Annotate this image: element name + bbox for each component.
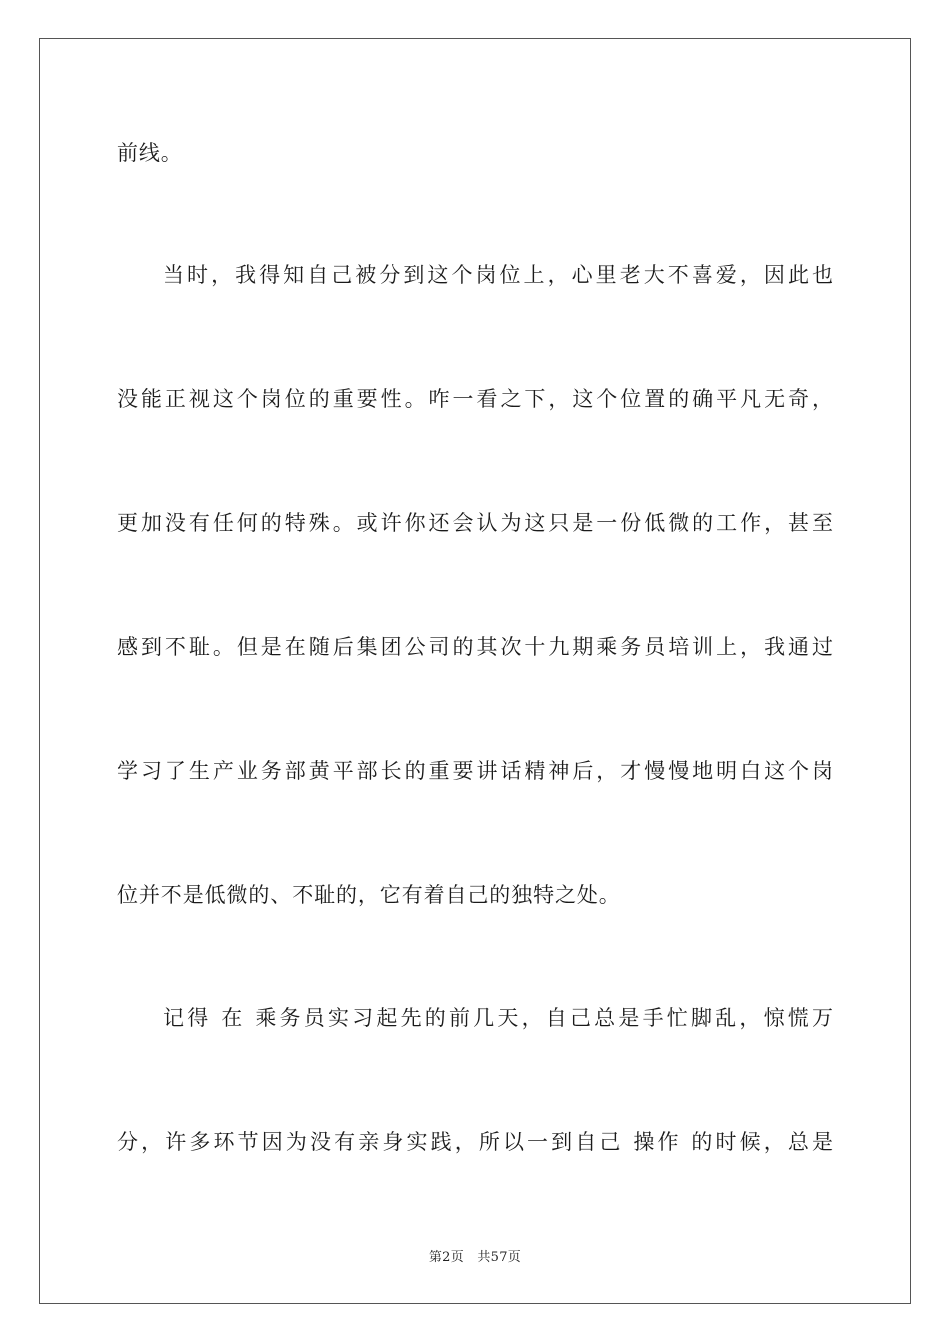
page-footer	[0, 1246, 950, 1265]
page-border	[39, 38, 911, 1304]
text-line: 没能正视这个岗位的重要性。咋一看之下，这个位置的确平凡无奇，	[117, 387, 833, 411]
text-line: 感到不耻。但是在随后集团公司的其次十九期乘务员培训上，我通过	[117, 635, 833, 659]
page-total: 共57页	[477, 1250, 522, 1265]
text-line: 更加没有任何的特殊。或许你还会认为这只是一份低微的工作，甚至	[117, 511, 833, 535]
text-line: 当时，我得知自己被分到这个岗位上，心里老大不喜爱，因此也	[163, 263, 833, 287]
text-line: 前线。	[117, 141, 183, 165]
text-line: 分，许多环节因为没有亲身实践，所以一到自己 操作 的时候，总是	[117, 1130, 833, 1154]
text-line: 位并不是低微的、不耻的，它有着自己的独特之处。	[117, 883, 621, 907]
page-number: 第2页	[428, 1250, 465, 1265]
text-line: 记得 在 乘务员实习起先的前几天，自己总是手忙脚乱，惊慌万	[163, 1006, 833, 1030]
text-line: 学习了生产业务部黄平部长的重要讲话精神后，才慢慢地明白这个岗	[117, 759, 833, 783]
